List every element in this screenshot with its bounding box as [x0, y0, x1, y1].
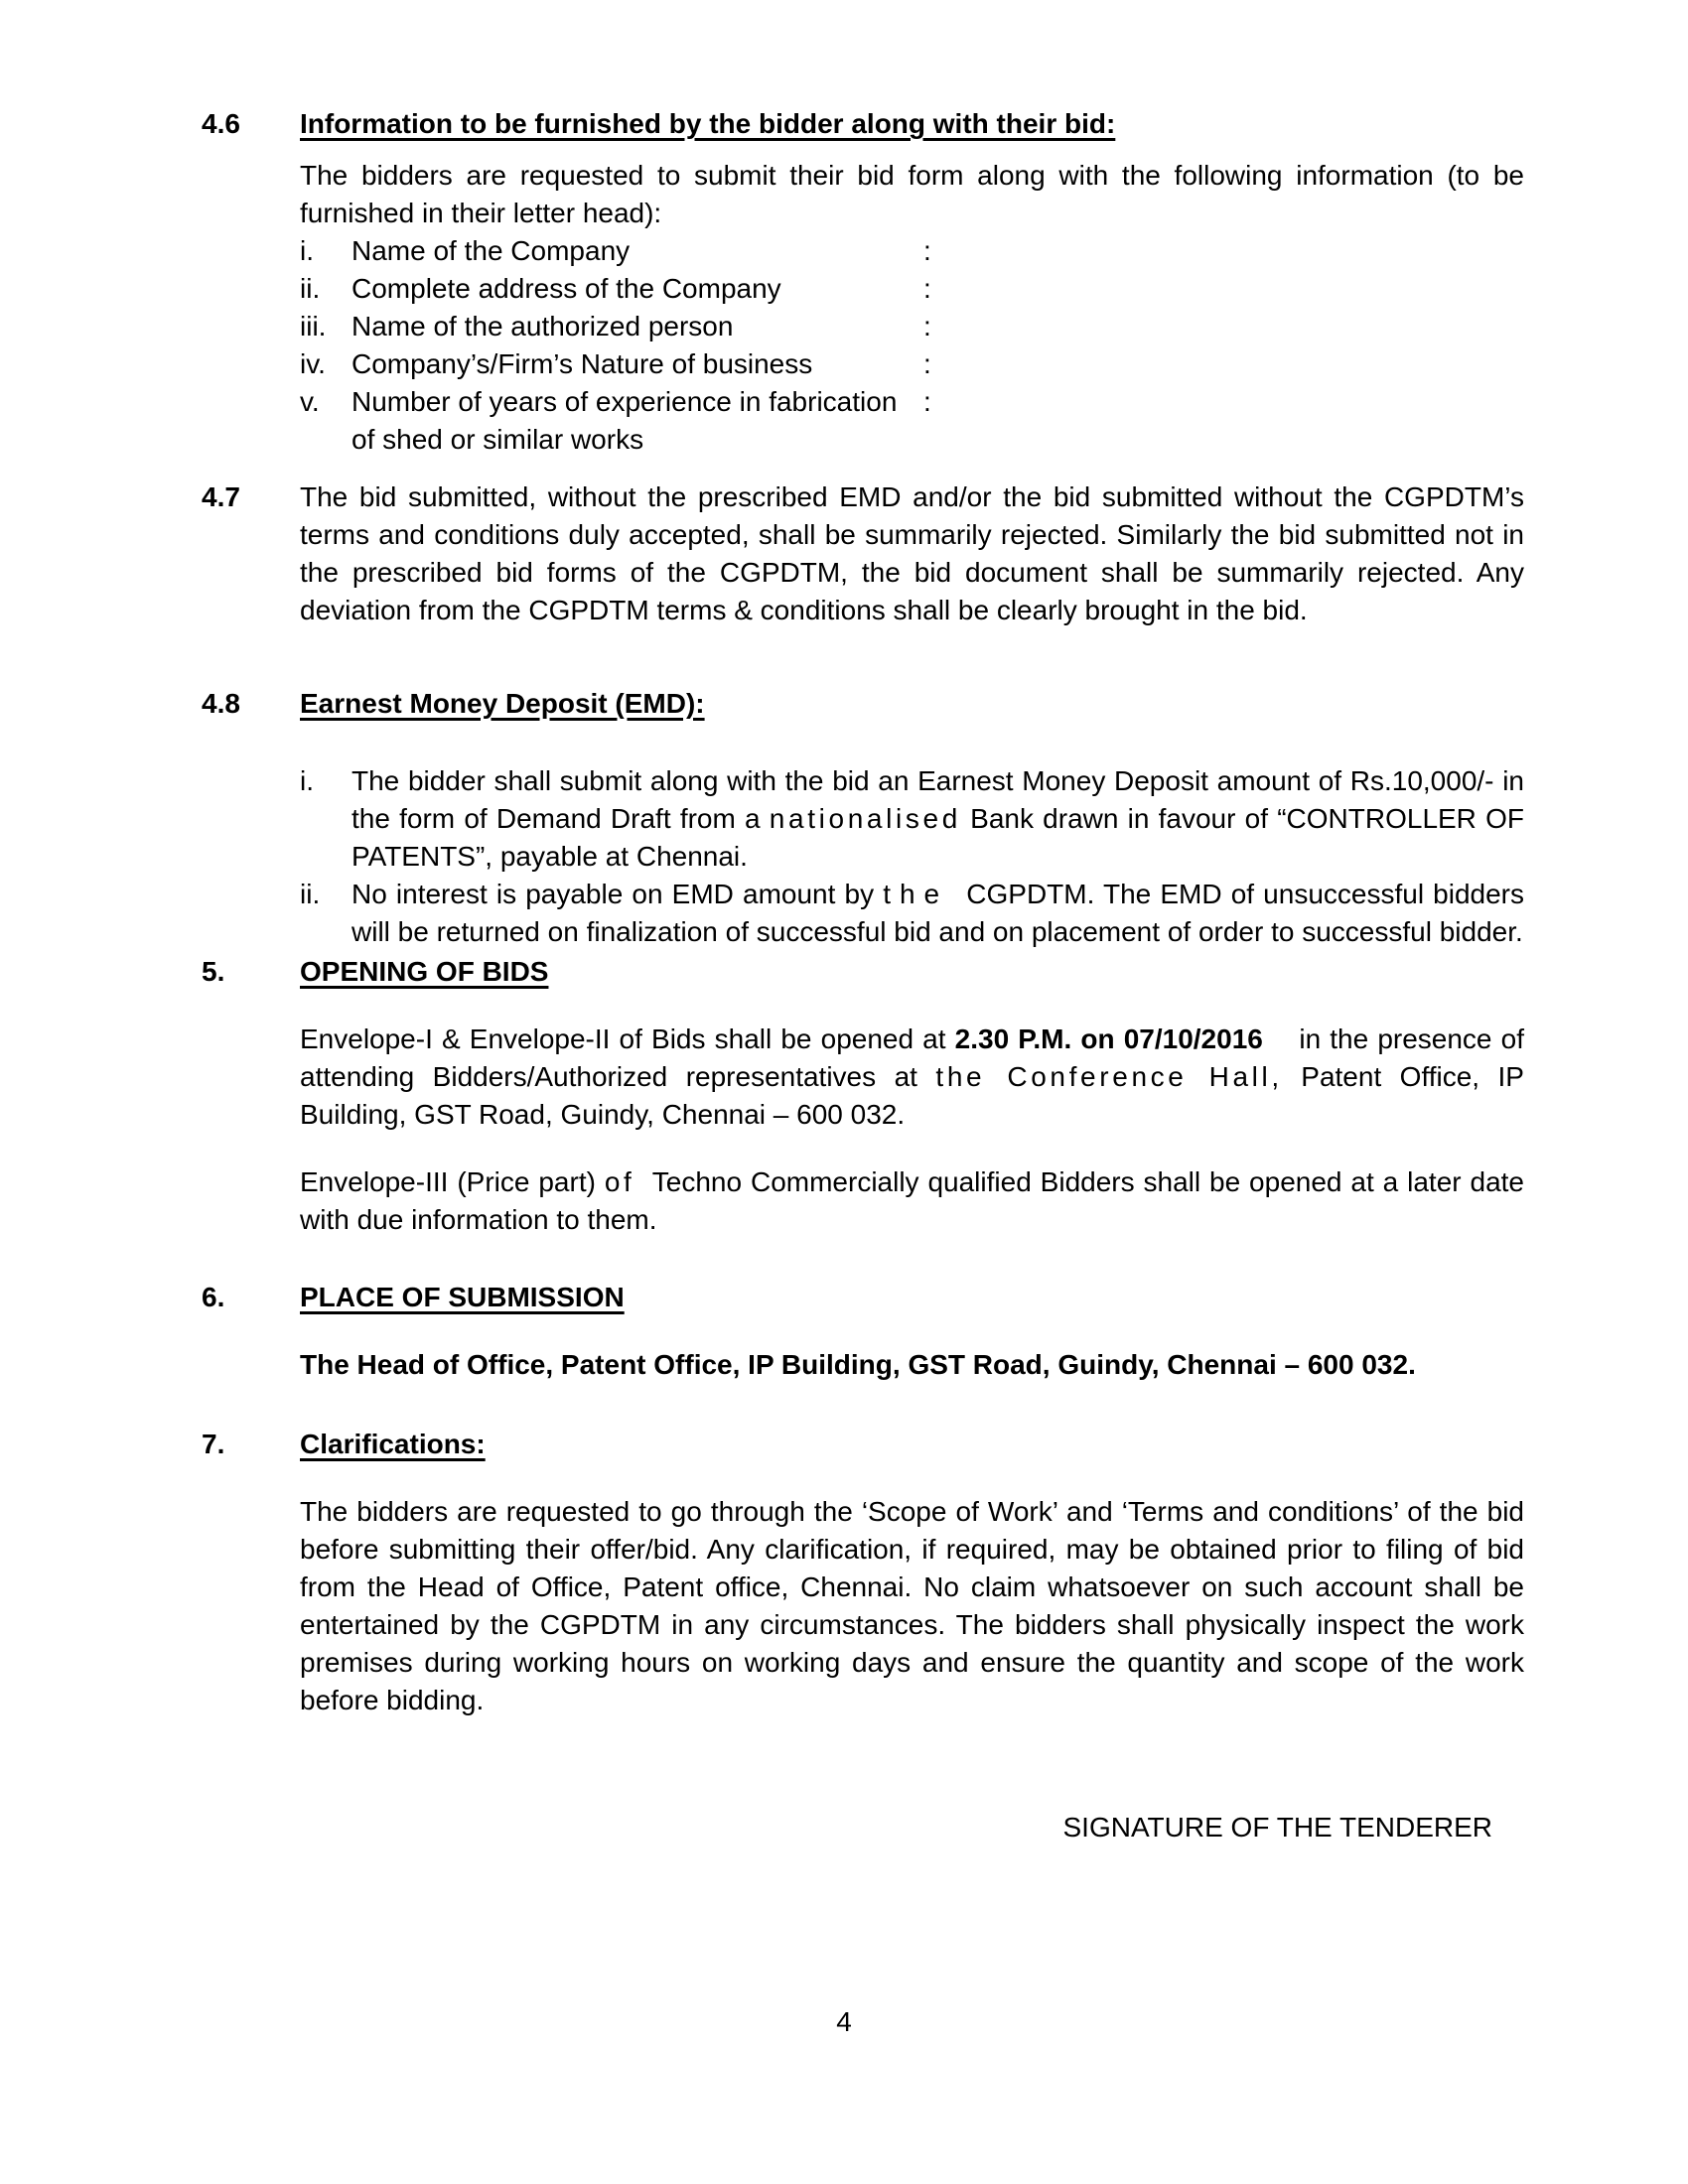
section-7-heading-row: [202, 1426, 1524, 1463]
list-label: Name of the Company: [352, 235, 631, 266]
list-item: [300, 345, 1524, 383]
section-7-body-row: [202, 1493, 1524, 1719]
signature-line: SIGNATURE OF THE TENDERER: [1062, 1812, 1492, 1843]
text-segment: CGPDTM. The EMD of unsuccessful bidders will be returned on finalization of successful bid and on placement of order to successful bidder.: [352, 879, 1524, 947]
list-marker: i.: [300, 235, 314, 266]
list-colon: :: [923, 273, 931, 304]
text-segment: of: [604, 1166, 635, 1197]
list-label: Company’s/Firm’s Nature of business: [352, 348, 813, 379]
list-item: [300, 232, 1524, 270]
section-5-paragraph-1: [300, 1021, 1524, 1134]
section-4-8-list-row: [202, 762, 1524, 951]
text-segment: No interest is payable on EMD amount by: [352, 879, 884, 909]
section-number: 4.8: [202, 688, 240, 719]
section-heading: PLACE OF SUBMISSION: [300, 1282, 625, 1312]
page-number: 4: [836, 2006, 852, 2037]
text-segment: Techno Commercially qualified Bidders shall be opened at a later date with due information to them.: [300, 1166, 1525, 1235]
section-5-paragraph-2-row: [202, 1163, 1524, 1239]
document-content: [202, 105, 1524, 1719]
text-segment: The bidder shall submit along with the bid an Earnest Money Deposit amount of Rs.10,000/- in the form of Demand Draft from a: [352, 765, 1524, 834]
section-5-heading-row: [202, 953, 1524, 991]
list-marker: iii.: [300, 311, 327, 341]
text-segment: the: [883, 879, 949, 909]
text-segment: 2.30 P.M. on 07/10/2016: [954, 1024, 1263, 1054]
list-colon: :: [923, 311, 931, 341]
list-colon: :: [923, 386, 931, 417]
section-4-7: [202, 478, 1524, 629]
section-4-6-heading-row: [202, 105, 1524, 143]
list-marker: iv.: [300, 348, 326, 379]
list-item: [300, 383, 1524, 459]
list-label: Complete address of the Company: [352, 273, 781, 304]
section-7-body: The bidders are requested to go through the ‘Scope of Work’ and ‘Terms and conditions’ of the bid before submitting their offer/bid. Any clarification, if required, may be obtained prior to filing of bid from the Head of Office, Patent office, Chennai. No claim whatsoever on such account shall be entertained by the CGPDTM in any circumstances. The bidders shall physically inspect the work premises during working hours on working days and ensure the quantity and scope of the work before bidding.: [300, 1496, 1524, 1715]
section-number: 7.: [202, 1429, 225, 1459]
bidder-info-list: [300, 232, 1524, 459]
text-segment: the Conference Hall,: [935, 1061, 1283, 1092]
list-label: Name of the authorized person: [352, 311, 734, 341]
section-4-6-intro-row: [202, 157, 1524, 459]
list-item: [300, 270, 1524, 308]
text-segment: Envelope-III (Price part): [300, 1166, 605, 1197]
section-4-8-heading-row: [202, 685, 1524, 723]
text-segment: nationalised: [769, 803, 961, 834]
section-5-paragraph-2: [300, 1163, 1524, 1239]
section-4-7-body: The bid submitted, without the prescribed EMD and/or the bid submitted without the CGPDTM’s terms and conditions duly accepted, shall be summarily rejected. Similarly the bid submitted not in the prescribed bid forms of the CGPDTM, the bid document shall be summarily rejected. Any deviation from the CGPDTM terms & conditions shall be clearly brought in the bid.: [300, 481, 1524, 625]
list-marker: ii.: [300, 879, 321, 909]
section-number: 4.7: [202, 481, 240, 512]
list-marker: ii.: [300, 273, 321, 304]
list-colon: :: [923, 235, 931, 266]
section-heading: Earnest Money Deposit (EMD):: [300, 688, 705, 719]
section-4-6-intro: The bidders are requested to submit their bid form along with the following information (to be furnished in their letter head):: [300, 160, 1524, 228]
list-item: [300, 876, 1524, 951]
section-heading: OPENING OF BIDS: [300, 956, 549, 987]
section-6-heading-row: [202, 1279, 1524, 1316]
list-item: [300, 308, 1524, 345]
list-text: [352, 762, 1524, 876]
section-5-paragraph-1-row: [202, 1021, 1524, 1134]
section-heading: Information to be furnished by the bidder along with their bid:: [300, 108, 1116, 139]
section-6-body: The Head of Office, Patent Office, IP Building, GST Road, Guindy, Chennai – 600 032.: [300, 1349, 1416, 1380]
list-text: [352, 876, 1524, 951]
section-number: 4.6: [202, 108, 240, 139]
text-segment: Patent Office, IP Building, GST Road, Guindy, Chennai – 600 032.: [300, 1061, 1524, 1130]
text-segment: Bank drawn in favour of “CONTROLLER OF PATENTS”, payable at Chennai.: [352, 803, 1524, 872]
list-label: Number of years of experience in fabrication of shed or similar works: [352, 386, 898, 455]
list-item: [300, 762, 1524, 876]
list-marker: v.: [300, 386, 320, 417]
list-marker: i.: [300, 765, 314, 796]
text-segment: in the presence of attending Bidders/Authorized representatives at: [300, 1024, 1524, 1092]
text-segment: Envelope-I & Envelope-II of Bids shall be opened at: [300, 1024, 955, 1054]
section-number: 5.: [202, 956, 225, 987]
section-6-body-row: [202, 1346, 1524, 1384]
section-number: 6.: [202, 1282, 225, 1312]
section-heading: Clarifications:: [300, 1429, 486, 1459]
list-colon: :: [923, 348, 931, 379]
